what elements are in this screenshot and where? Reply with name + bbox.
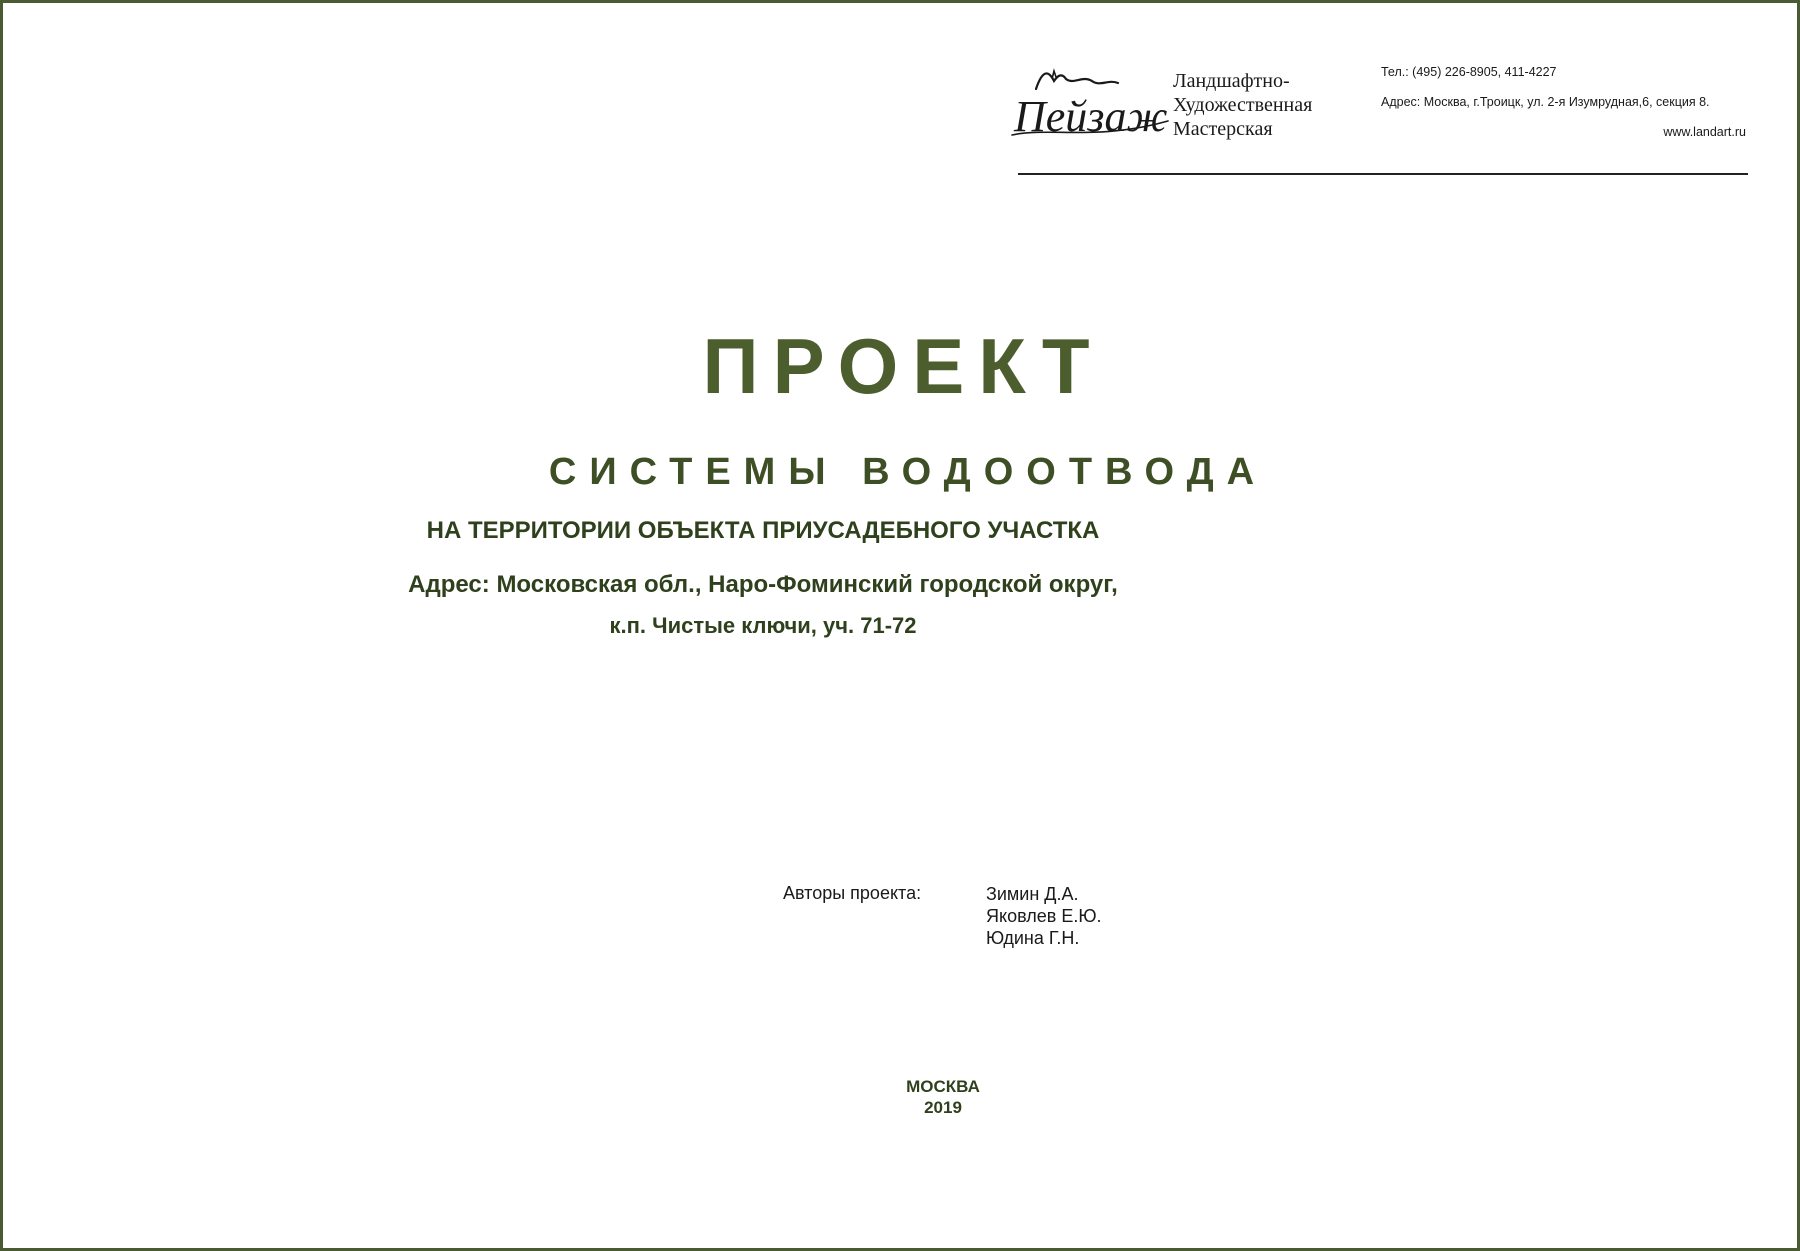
authors-list — [986, 883, 1102, 949]
title-territory: НА ТЕРРИТОРИИ ОБЪЕКТА ПРИУСАДЕБНОГО УЧАСТКА — [426, 517, 1100, 544]
author-name: Юдина Г.Н. — [986, 928, 1080, 948]
landscape-studio-logo — [1008, 61, 1178, 151]
header-divider — [1018, 173, 1748, 175]
website-link[interactable]: www.landart.ru — [1663, 125, 1746, 139]
title-address-line-2: к.п. Чистые ключи, уч. 71-72 — [609, 613, 917, 638]
studio-address-text: Адрес: Москва, г.Троицк, ул. 2-я Изумрудная,6, секция 8. — [1381, 95, 1710, 109]
studio-name-line-3: Мастерская — [1173, 118, 1273, 140]
studio-name-line-1: Ландшафтно- — [1173, 70, 1290, 92]
title-subtitle: СИСТЕМЫ ВОДООТВОДА — [548, 451, 1268, 493]
authors-label: Авторы проекта: — [783, 883, 922, 903]
studio-name-line-2: Художественная — [1173, 94, 1313, 116]
footer-city: МОСКВА — [906, 1077, 980, 1096]
title-address-line-1: Адрес: Московская обл., Наро-Фоминский городской округ, — [408, 571, 1118, 598]
author-name: Зимин Д.А. — [986, 884, 1079, 904]
author-name: Яковлев Е.Ю. — [986, 906, 1102, 926]
title-main: ПРОЕКТ — [702, 322, 1104, 410]
phone-text: Тел.: (495) 226-8905, 411-4227 — [1381, 65, 1557, 79]
logo-wordmark: Пейзаж — [1014, 92, 1168, 141]
studio-name — [1173, 69, 1312, 141]
footer-year: 2019 — [924, 1098, 962, 1117]
